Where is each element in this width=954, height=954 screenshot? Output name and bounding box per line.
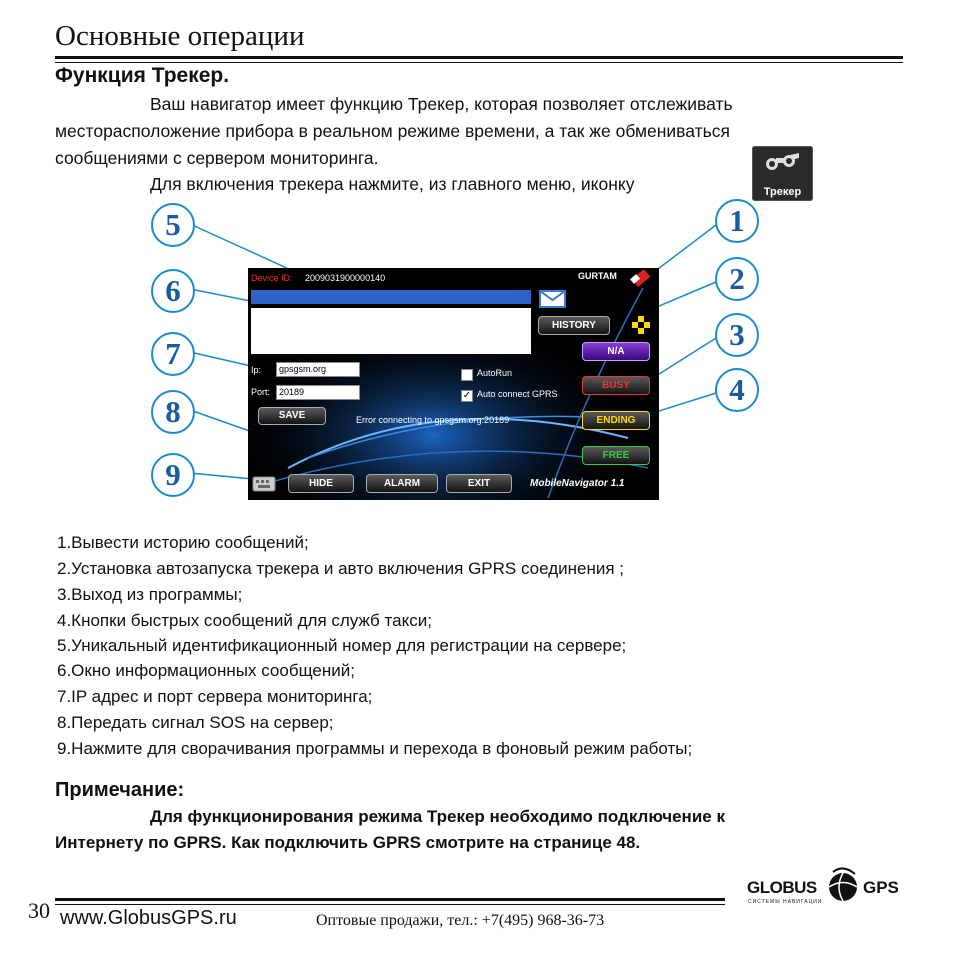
keyboard-icon[interactable] — [252, 474, 276, 494]
ip-label: Ip: — [251, 365, 262, 375]
callout-2: 2 — [715, 257, 759, 301]
message-title-bar — [251, 290, 531, 304]
callout-1: 1 — [715, 199, 759, 243]
checkered-flag-icon — [632, 316, 650, 334]
envelope-icon[interactable] — [538, 288, 568, 310]
intro-line-4: Для включения трекера нажмите, из главного меню, иконку — [150, 174, 635, 194]
brand-label: GURTAM — [578, 271, 617, 281]
legend-item: 5.Уникальный идентификационный номер для регистрации на сервере; — [57, 636, 627, 655]
intro-line-1: Ваш навигатор имеет функцию Трекер, которая позволяет отслеживать — [150, 94, 733, 114]
device-id-value: 2009031900000140 — [305, 273, 386, 283]
note-line-2: Интернету по GPRS. Как подключить GPRS смотрите на странице 48. — [55, 833, 641, 852]
page-title: Основные операции — [55, 20, 305, 52]
gprs-label: Auto connect GPRS — [477, 389, 558, 399]
callout-8: 8 — [151, 390, 195, 434]
free-button[interactable]: FREE — [582, 446, 650, 465]
legend-item: 1.Вывести историю сообщений; — [57, 533, 309, 552]
app-name: MobileNavigator 1.1 — [530, 478, 625, 489]
message-window — [251, 308, 531, 354]
alarm-button[interactable]: ALARM — [366, 474, 438, 493]
callout-9: 9 — [151, 453, 195, 497]
legend-item: 4.Кнопки быстрых сообщений для служб такси; — [57, 611, 432, 630]
autorun-label: AutoRun — [477, 368, 513, 378]
note-title: Примечание: — [55, 779, 185, 801]
tracker-app-screen — [248, 268, 659, 500]
logo-text-right: GPS — [863, 878, 899, 897]
footer-rule — [55, 898, 725, 901]
legend-item: 6.Окно информационных сообщений; — [57, 661, 355, 680]
note-line-1: Для функционирования режима Трекер необходимо подключение к — [150, 807, 725, 826]
legend-item: 8.Передать сигнал SOS на сервер; — [57, 713, 334, 732]
device-id-label: Device ID: — [251, 273, 293, 283]
port-label: Port: — [251, 387, 271, 397]
callout-5: 5 — [151, 203, 195, 247]
legend-item: 9.Нажмите для сворачивания программы и перехода в фоновый режим работы; — [57, 739, 693, 758]
na-button[interactable]: N/A — [582, 342, 650, 361]
gprs-checkbox[interactable]: ✓ — [462, 390, 472, 401]
save-button[interactable]: SAVE — [258, 407, 326, 425]
callout-7: 7 — [151, 332, 195, 376]
website-link[interactable]: www.GlobusGPS.ru — [60, 907, 237, 929]
flag-icon — [627, 270, 655, 288]
callout-3: 3 — [715, 313, 759, 357]
page-number: 30 — [28, 898, 50, 923]
footer-rule-thin — [55, 904, 725, 905]
legend-item: 2.Установка автозапуска трекера и авто включения GPRS соединения ; — [57, 559, 624, 578]
ending-button[interactable]: ENDING — [582, 411, 650, 430]
autorun-checkbox[interactable] — [461, 369, 473, 381]
exit-button[interactable]: EXIT — [446, 474, 512, 493]
ip-input[interactable]: gpsgsm.org — [276, 362, 360, 377]
intro-line-2: месторасположение прибора в реальном режиме времени, а так же обмениваться — [55, 121, 730, 141]
tracker-icon-label: Трекер — [763, 186, 802, 198]
busy-button[interactable]: BUSY — [582, 376, 650, 395]
port-input[interactable]: 20189 — [276, 385, 360, 400]
logo-subtext: СИСТЕМЫ НАВИГАЦИИ — [748, 899, 823, 905]
legend-item: 7.IP адрес и порт сервера мониторинга; — [57, 687, 373, 706]
logo-text-left: GLOBUS — [747, 878, 817, 897]
hide-button[interactable]: HIDE — [288, 474, 354, 493]
globe-icon — [823, 866, 863, 906]
callout-6: 6 — [151, 269, 195, 313]
legend-item: 3.Выход из программы; — [57, 585, 243, 604]
section-title: Функция Трекер. — [55, 64, 230, 87]
contacts-text: Оптовые продажи, тел.: +7(495) 968-36-73 — [316, 912, 605, 929]
status-message: Error connecting to gpsgsm.org:20189 — [356, 415, 510, 425]
intro-line-3: сообщениями с сервером мониторинга. — [55, 148, 379, 168]
history-button[interactable]: HISTORY — [538, 316, 610, 335]
callout-4: 4 — [715, 368, 759, 412]
